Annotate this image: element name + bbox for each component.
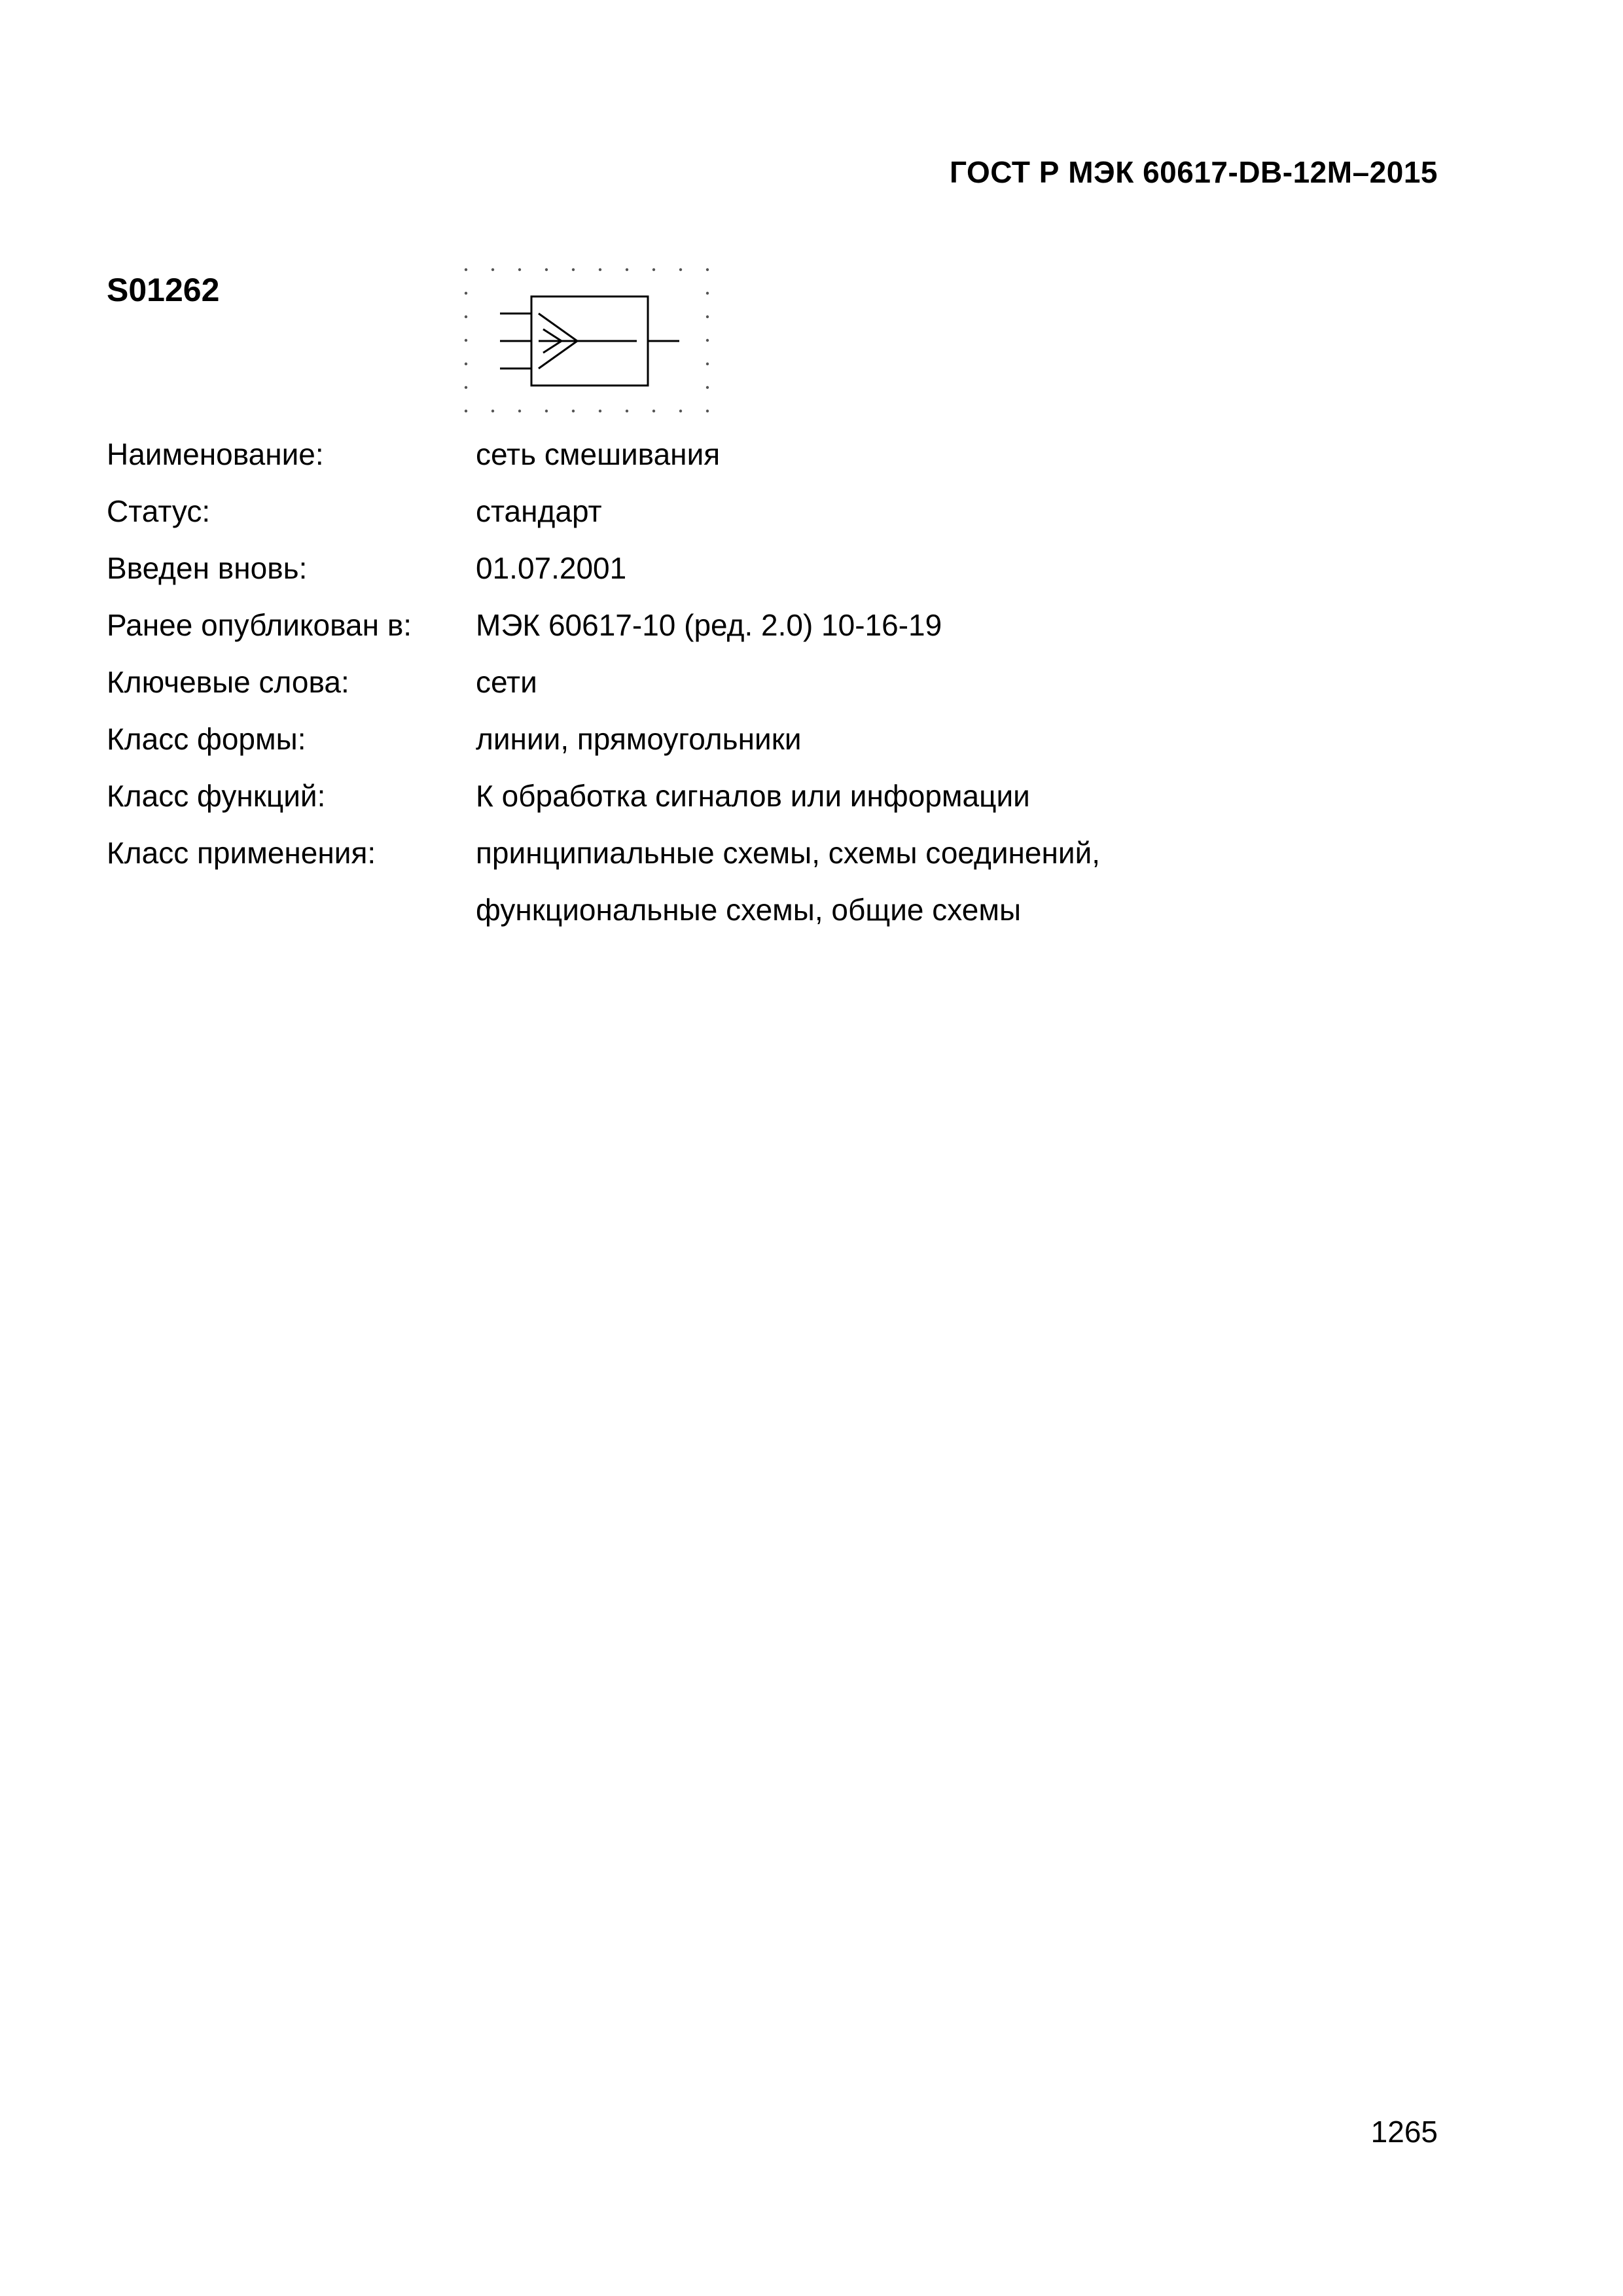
grid-dot bbox=[465, 363, 467, 365]
grid-dot bbox=[706, 339, 709, 342]
property-value: стандарт bbox=[476, 493, 602, 528]
grid-dot bbox=[679, 410, 682, 412]
grid-dot bbox=[465, 410, 467, 412]
property-label: Ранее опубликован в: bbox=[107, 607, 412, 642]
grid-dot bbox=[706, 386, 709, 389]
property-label: Класс функций: bbox=[107, 778, 326, 813]
property-value: функциональные схемы, общие схемы bbox=[476, 892, 1022, 927]
property-value: К обработка сигналов или информации bbox=[476, 778, 1030, 813]
grid-dot bbox=[706, 268, 709, 271]
symbol-lines bbox=[500, 296, 679, 386]
property-row bbox=[107, 539, 1100, 596]
grid-dot bbox=[465, 339, 467, 342]
property-row bbox=[107, 710, 1100, 767]
grid-dot bbox=[545, 410, 548, 412]
grid-dot bbox=[652, 268, 655, 271]
grid-dot bbox=[465, 292, 467, 295]
grid-dot bbox=[572, 268, 575, 271]
grid-dot bbox=[465, 315, 467, 318]
grid-dot bbox=[679, 268, 682, 271]
grid-dot bbox=[572, 410, 575, 412]
property-row bbox=[107, 596, 1100, 653]
mixing-network-symbol-icon bbox=[458, 264, 720, 415]
grid-dot bbox=[465, 386, 467, 389]
property-value: МЭК 60617-10 (ред. 2.0) 10-16-19 bbox=[476, 607, 942, 642]
document-standard-header: ГОСТ Р МЭК 60617-DB-12M–2015 bbox=[950, 155, 1438, 189]
property-label: Введен вновь: bbox=[107, 550, 308, 585]
symbol-properties bbox=[107, 425, 1100, 938]
grid-dot bbox=[518, 268, 521, 271]
property-value: сети bbox=[476, 664, 537, 699]
property-row bbox=[107, 767, 1100, 824]
grid-dot bbox=[706, 292, 709, 295]
property-label: Наименование: bbox=[107, 437, 324, 471]
symbol-id: S01262 bbox=[107, 272, 220, 308]
grid-dot bbox=[706, 315, 709, 318]
property-value: сеть смешивания bbox=[476, 437, 721, 471]
property-row bbox=[107, 482, 1100, 539]
property-label: Статус: bbox=[107, 493, 211, 528]
grid-dot bbox=[491, 410, 494, 412]
page-number: 1265 bbox=[1370, 2115, 1438, 2149]
grid-dot bbox=[465, 268, 467, 271]
grid-dot bbox=[652, 410, 655, 412]
grid-dot bbox=[599, 410, 601, 412]
property-value: принципиальные схемы, схемы соединений, bbox=[476, 835, 1101, 870]
property-label: Класс применения: bbox=[107, 835, 376, 870]
grid-dot bbox=[491, 268, 494, 271]
property-row bbox=[107, 881, 1100, 938]
grid-dot bbox=[706, 363, 709, 365]
property-row bbox=[107, 425, 1100, 482]
property-label: Класс формы: bbox=[107, 721, 306, 756]
grid-dot bbox=[599, 268, 601, 271]
property-row bbox=[107, 824, 1100, 881]
property-row bbox=[107, 653, 1100, 710]
grid-dot bbox=[626, 410, 628, 412]
grid-dot bbox=[706, 410, 709, 412]
property-value: 01.07.2001 bbox=[476, 550, 627, 585]
grid-dot bbox=[545, 268, 548, 271]
property-value: линии, прямоугольники bbox=[476, 721, 802, 756]
property-label: Ключевые слова: bbox=[107, 664, 349, 699]
grid-dot bbox=[626, 268, 628, 271]
grid-dot bbox=[518, 410, 521, 412]
